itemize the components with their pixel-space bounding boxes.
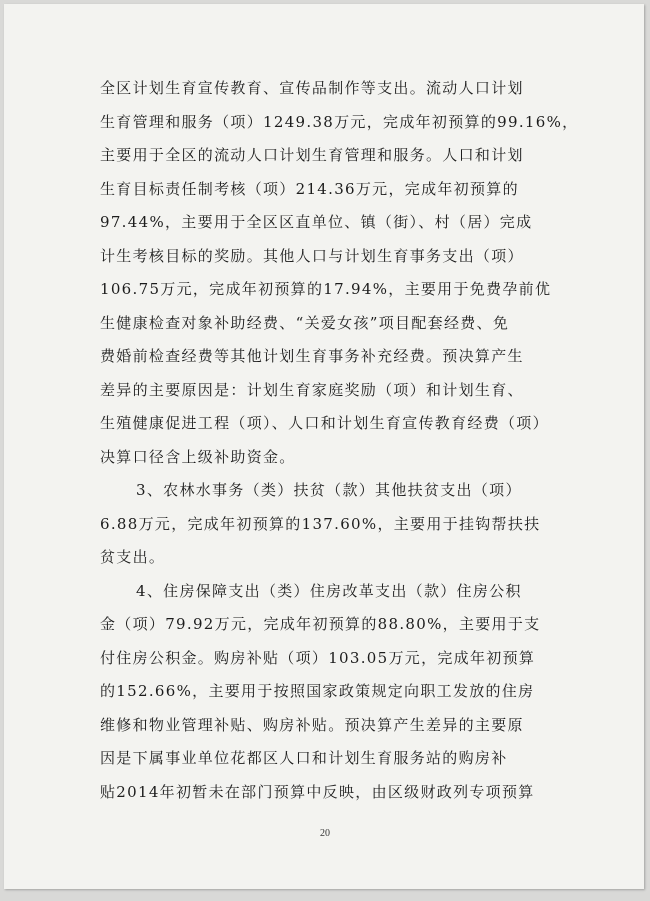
text-line: 金（项）79.92万元，完成年初预算的88.80%，主要用于支: [100, 615, 541, 633]
text-line: 维修和物业管理补贴、购房补贴。预决算产生差异的主要原: [100, 715, 524, 734]
text-line: 106.75万元，完成年初预算的17.94%，主要用于免费孕前优: [100, 280, 552, 298]
text-line: 计生考核目标的奖励。其他人口与计划生育事务支出（项）: [100, 246, 524, 265]
text-line: 生育管理和服务（项）1249.38万元，完成年初预算的99.16%，: [100, 112, 579, 131]
text-line: 主要用于全区的流动人口计划生育管理和服务。人口和计划: [100, 146, 524, 164]
text-line: 因是下属事业单位花都区人口和计划生育服务站的购房补: [100, 749, 508, 767]
text-line: 决算口径含上级补助资金。: [100, 447, 296, 466]
text-line: 付住房公积金。购房补贴（项）103.05万元，完成年初预算: [100, 648, 536, 667]
text-line: 生殖健康促进工程（项）、人口和计划生育宣传教育经费（项）: [100, 414, 549, 432]
text-line: 贴2014年初暂未在部门预算中反映，由区级财政列专项预算: [100, 782, 535, 801]
body-text: [100, 72, 579, 809]
paragraph-start-line: 3、农林水事务（类）扶贫（款）其他扶贫支出（项）: [136, 481, 522, 499]
text-line: 贫支出。: [100, 548, 166, 566]
text-line: 的152.66%，主要用于按照国家政策规定向职工发放的住房: [100, 682, 535, 700]
text-line: 生育目标责任制考核（项）214.36万元，完成年初预算的: [100, 179, 519, 198]
text-line: 生健康检查对象补助经费、“关爱女孩”项目配套经费、免: [100, 313, 510, 332]
text-line: 全区计划生育宣传教育、宣传品制作等支出。流动人口计划: [100, 79, 524, 97]
text-line: 97.44%，主要用于全区区直单位、镇（街）、村（居）完成: [100, 213, 533, 231]
text-line: 费婚前检查经费等其他计划生育事务补充经费。预决算产生: [100, 347, 524, 365]
paragraph-start-line: 4、住房保障支出（类）住房改革支出（款）住房公积: [136, 581, 522, 600]
page-number: 20: [320, 828, 330, 839]
text-line: 差异的主要原因是：计划生育家庭奖励（项）和计划生育、: [100, 380, 524, 399]
document-page: [4, 4, 644, 889]
text-line: 6.88万元，完成年初预算的137.60%，主要用于挂钩帮扶扶: [100, 514, 541, 533]
